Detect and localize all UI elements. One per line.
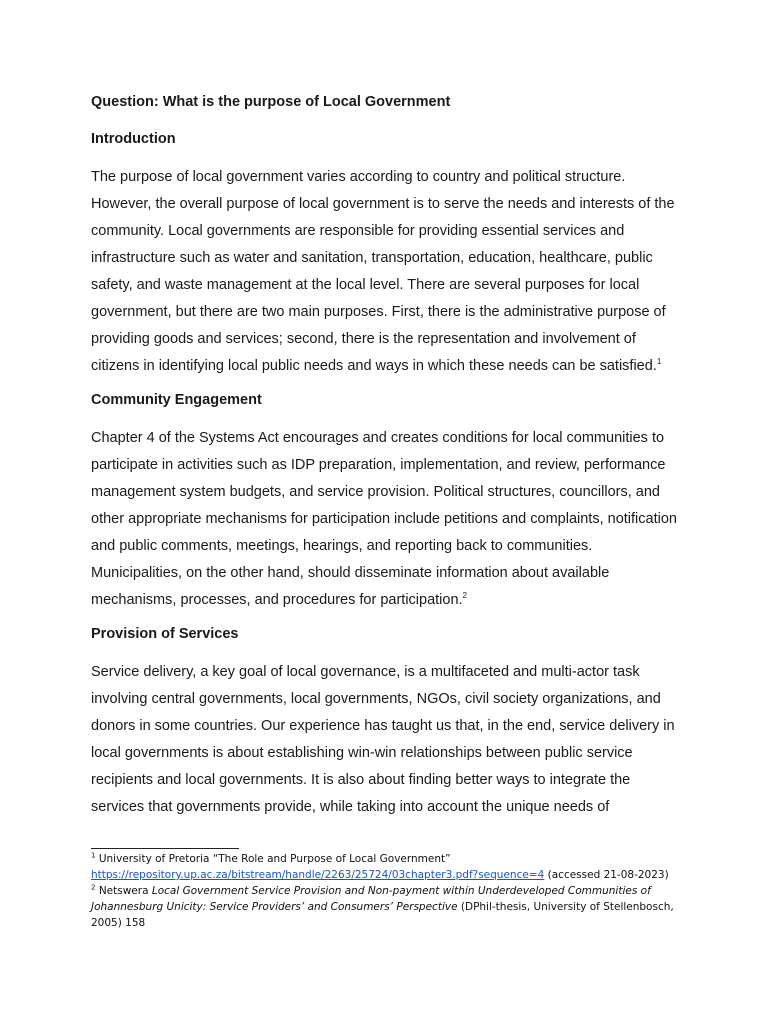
footnote-2-title: Local Government Service Provision and Non-payment within Underdeveloped Communities of Johannesburg Unicity: Service Providers’ and Consumers’ Perspective [91, 885, 651, 913]
footnote-2 [91, 883, 681, 931]
footnote-2-suffix: (DPhil-thesis, University of Stellenbosch, 2005) 158 [91, 901, 674, 929]
footnote-ref-1[interactable]: 1 [656, 357, 662, 367]
footnote-separator [91, 848, 239, 849]
footnote-1-suffix: (accessed 21-08-2023) [544, 869, 669, 881]
question-title: Question: What is the purpose of Local Government [91, 94, 451, 110]
paragraph-community-engagement [91, 425, 687, 614]
paragraph-introduction-text: The purpose of local government varies according to country and political structure. However, the overall purpose of local government is to serve the needs and interests of the community. Local governments are responsible for providing essential services and infrastructure such as water and sanitation, transportation, education, healthcare, public safety, and waste management at the local level. There are several purposes for local government, but there are two main purposes. First, there is the administrative purpose of providing goods and services; second, there is the representation and involvement of citizens in identifying local public needs and ways in which these needs can be satisfied. [91, 169, 675, 374]
heading-community-engagement: Community Engagement [91, 392, 262, 408]
footnote-2-number: 2 [91, 883, 96, 892]
document-page [91, 92, 687, 821]
heading-provision-of-services: Provision of Services [91, 626, 239, 642]
footnote-1-text: University of Pretoria “The Role and Purpose of Local Government” [98, 853, 451, 865]
paragraph-provision-of-services: Service delivery, a key goal of local governance, is a multifaceted and multi-actor task involving central governments, local governments, NGOs, civil society organizations, and donors in some countries. Our experience has taught us that, in the end, service delivery in local governments is about establishing win-win relationships between public service recipients and local governments. It is also about finding better ways to integrate the services that governments provide, while taking into account the unique needs of [91, 664, 675, 815]
paragraph-community-text: Chapter 4 of the Systems Act encourages and creates conditions for local communities to participate in activities such as IDP preparation, implementation, and review, performance management system budgets, and service provision. Political structures, councillors, and other appropriate mechanisms for participation include petitions and complaints, notification and public comments, meetings, hearings, and reporting back to communities. Municipalities, on the other hand, should disseminate information about available mechanisms, processes, and procedures for participation. [91, 430, 677, 608]
footnote-1-number: 1 [91, 851, 96, 860]
footnote-1 [91, 851, 681, 883]
heading-introduction: Introduction [91, 131, 176, 147]
paragraph-introduction [91, 164, 687, 380]
footnotes [91, 848, 681, 931]
footnote-ref-2[interactable]: 2 [462, 591, 467, 601]
footnote-2-author: Netswera [98, 885, 152, 897]
footnote-1-link[interactable]: https://repository.up.ac.za/bitstream/handle/2263/25724/03chapter3.pdf?sequence=4 [91, 869, 545, 881]
